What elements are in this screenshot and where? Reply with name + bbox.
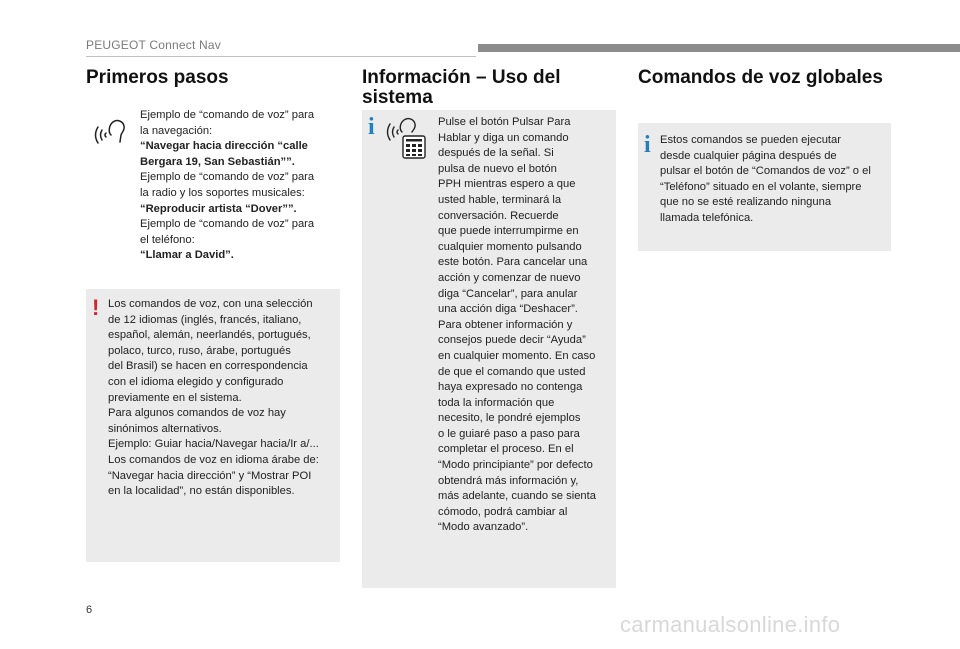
info-text: [438, 115, 616, 536]
document-header-title: PEUGEOT Connect Nav: [86, 38, 221, 52]
text-line: conversación. Recuerde: [438, 209, 559, 222]
text-line: Bergara 19, San Sebastián””.: [140, 155, 295, 168]
text-line: necesito, le pondré ejemplos: [438, 412, 581, 425]
text-line: cómodo, podrá cambiar al: [438, 505, 568, 518]
text-line: o le guiaré paso a paso para: [438, 427, 580, 440]
text-line: “Navegar hacia dirección” y “Mostrar POI: [108, 469, 312, 482]
text-line: Ejemplo de “comando de voz” para: [140, 109, 315, 121]
text-line: después de la señal. Si: [438, 147, 554, 160]
text-line: Ejemplo de “comando de voz” para: [140, 218, 315, 231]
text-line: “Navegar hacia dirección “calle: [140, 140, 308, 153]
text-line: “Reproducir artista “Dover””.: [140, 202, 297, 215]
text-line: el teléfono:: [140, 233, 195, 246]
text-line: completar el proceso. En el: [438, 443, 574, 456]
text-line: polaco, turco, ruso, árabe, portugués: [108, 344, 291, 357]
text-line: que no se esté realizando ninguna: [660, 196, 832, 209]
text-line: Para algunos comandos de voz hay: [108, 407, 286, 420]
text-line: llamada telefónica.: [660, 211, 754, 224]
heading-line: sistema: [362, 87, 433, 108]
page-number: 6: [86, 604, 93, 616]
voice-command-icon: [92, 115, 128, 149]
text-line: que puede interrumpirme en: [438, 225, 579, 238]
info-icon: i: [644, 132, 651, 158]
text-line: diga “Cancelar”, para anular: [438, 287, 578, 300]
info-icon: i: [368, 114, 375, 140]
text-line: pulsar el botón de “Comandos de voz” o el: [660, 165, 871, 178]
text-line: Ejemplo: Guiar hacia/Navegar hacia/Ir a/...: [108, 438, 319, 451]
text-line: cualquier momento pulsando: [438, 240, 582, 253]
text-line: Hablar y diga un comando: [438, 131, 569, 144]
global-commands-text: [660, 133, 891, 227]
watermark-text: carmanualsonline.info: [620, 612, 841, 637]
text-line: “Modo principiante” por defecto: [438, 459, 593, 472]
header-rule: [86, 56, 476, 57]
section-heading-comandos-globales: Comandos de voz globales: [638, 67, 883, 88]
heading-line: Información – Uso del: [362, 67, 561, 88]
text-line: toda la información que: [438, 396, 555, 409]
text-line: del Brasil) se hacen en correspondencia: [108, 360, 308, 373]
voice-keypad-icon: [384, 114, 428, 160]
text-line: “Modo avanzado”.: [438, 521, 529, 534]
warning-icon: !: [92, 295, 100, 320]
text-line: pulsa de nuevo el botón: [438, 162, 557, 175]
text-line: de 12 idiomas (inglés, francés, italiano,: [108, 313, 302, 326]
text-line: la radio y los soportes musicales:: [140, 186, 305, 199]
text-line: sinónimos alternativos.: [108, 422, 222, 435]
text-line: PPH mientras espero a que: [438, 178, 576, 191]
col1-intro-text: [140, 108, 340, 264]
text-line: “Llamar a David”.: [140, 249, 234, 262]
text-line: este botón. Para cancelar una: [438, 256, 588, 269]
text-line: con el idioma elegido y configurado: [108, 375, 284, 388]
warning-text: [108, 297, 340, 500]
text-line: español, alemán, neerlandés, portugués,: [108, 329, 311, 342]
text-line: desde cualquier página después de: [660, 149, 837, 162]
text-line: más adelante, cuando se sienta: [438, 490, 596, 503]
text-line: Para obtener información y: [438, 318, 573, 331]
text-line: acción y comenzar de nuevo: [438, 271, 581, 284]
text-line: consejos puede decir “Ayuda”: [438, 334, 586, 347]
text-line: “Teléfono” situado en el volante, siempre: [660, 180, 862, 193]
text-line: una acción diga “Deshacer”.: [438, 303, 578, 316]
text-line: Los comandos de voz, con una selección: [108, 298, 313, 310]
text-line: de que el comando que usted: [438, 365, 586, 378]
text-line: obtendrá más información y,: [438, 474, 579, 487]
text-line: la navegación:: [140, 124, 213, 137]
header-bar: [478, 44, 960, 52]
text-line: Pulse el botón Pulsar Para: [438, 116, 571, 128]
text-line: haya expresado no contenga: [438, 381, 583, 394]
text-line: Ejemplo de “comando de voz” para: [140, 171, 315, 184]
text-line: Los comandos de voz en idioma árabe de:: [108, 453, 319, 466]
text-line: usted hable, terminará la: [438, 193, 562, 206]
text-line: en la localidad”, no están disponibles.: [108, 485, 295, 498]
text-line: previamente en el sistema.: [108, 391, 242, 404]
section-heading-informacion: [362, 68, 622, 108]
section-heading-primeros-pasos: Primeros pasos: [86, 67, 229, 88]
text-line: en cualquier momento. En caso: [438, 349, 596, 362]
text-line: Estos comandos se pueden ejecutar: [660, 134, 841, 146]
